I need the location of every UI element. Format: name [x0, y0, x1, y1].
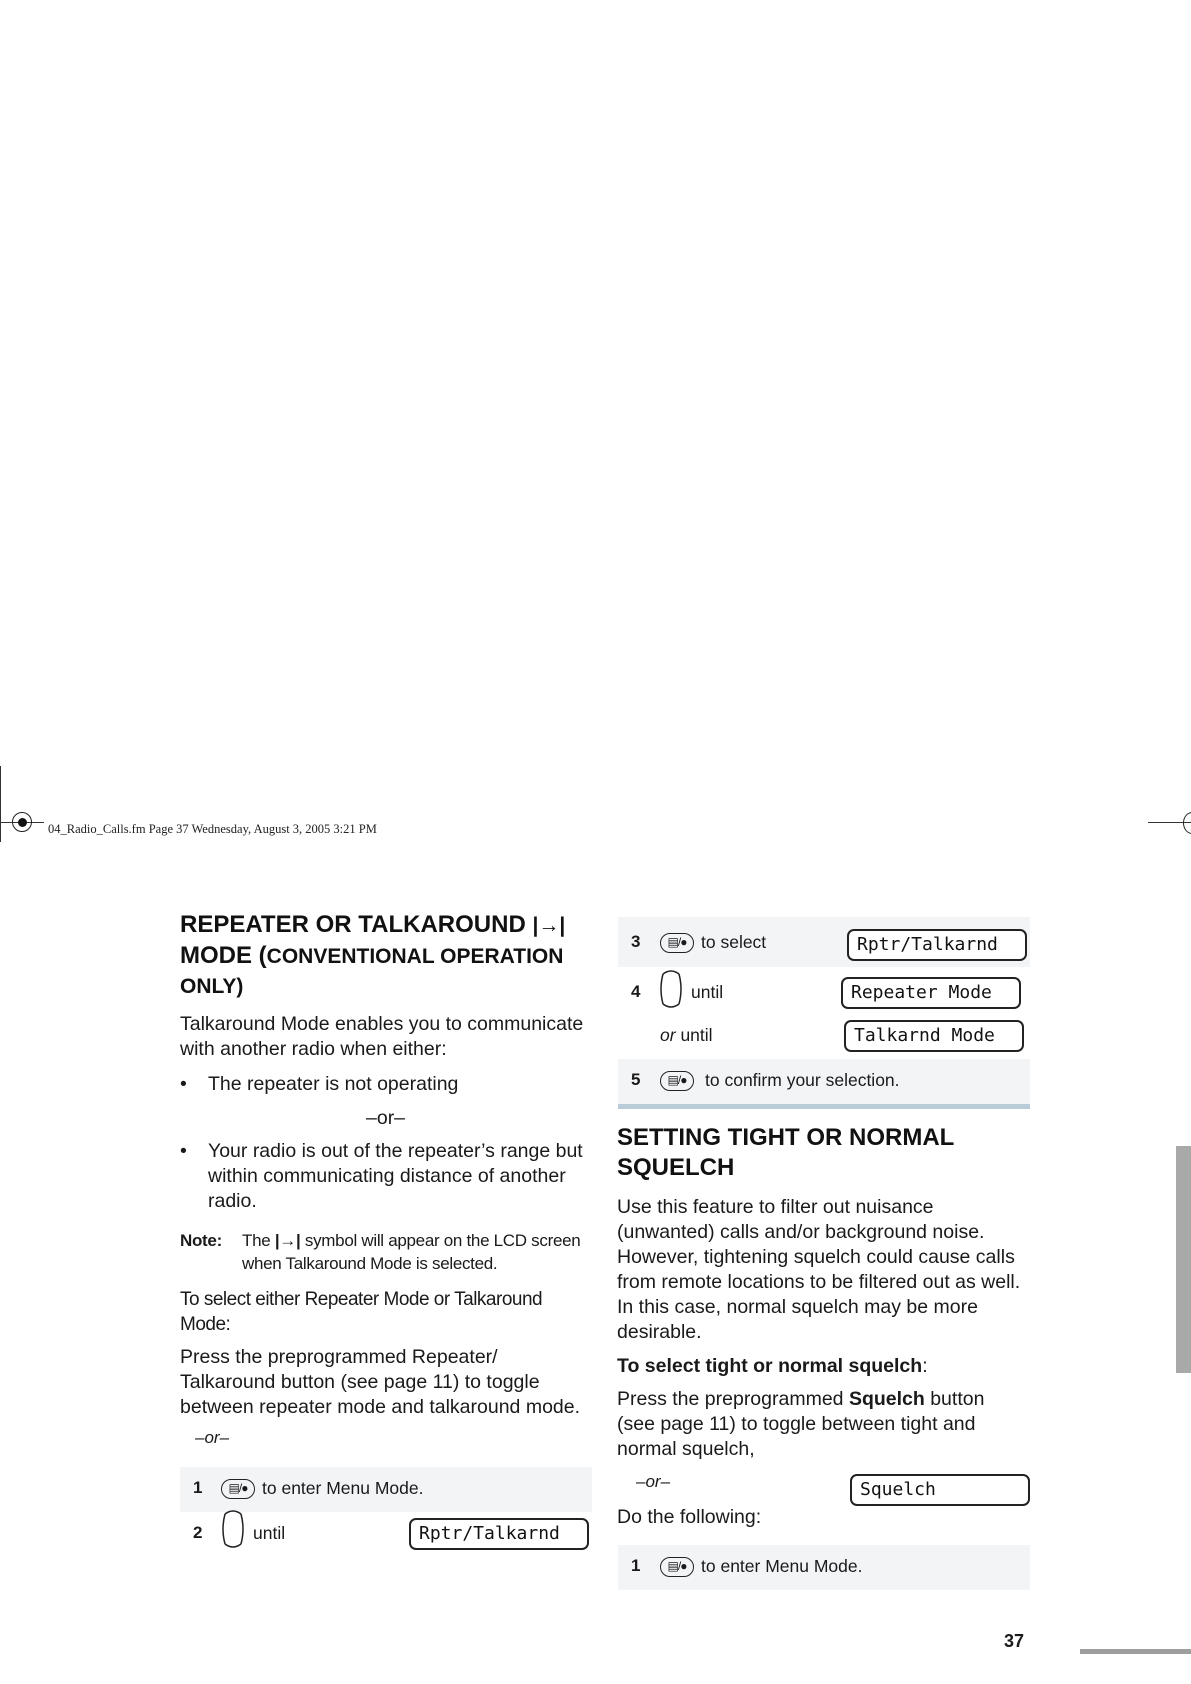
talkaround-icon: |→|: [532, 914, 566, 937]
intro-paragraph: Talkaround Mode enables you to communicate with another radio when either:: [180, 1013, 584, 1060]
or-separator: –or–: [366, 1107, 406, 1129]
lcd-display: Rptr/Talkarnd: [409, 1518, 589, 1550]
section-divider: [618, 1104, 1030, 1109]
do-following-text: Do the following:: [617, 1506, 762, 1528]
select-instruction: To select either Repeater Mode or Talkaround Mode:: [180, 1289, 543, 1335]
step-number: 2: [193, 1523, 203, 1542]
footer-bar: [1080, 1649, 1191, 1654]
note-block: Note: The |→| symbol will appear on the LCD screen when Talkaround Mode is selected.: [180, 1231, 581, 1273]
file-info-header: 04_Radio_Calls.fm Page 37 Wednesday, August 3, 2005 3:21 PM: [48, 822, 377, 836]
step-text: to enter Menu Mode.: [262, 1478, 424, 1498]
registration-dot: [18, 818, 27, 827]
section-heading-squelch: SETTING TIGHT OR NORMAL SQUELCH: [617, 1124, 955, 1181]
navigation-key-icon: [219, 1510, 247, 1548]
crop-mark-left-vertical: [0, 766, 1, 842]
menu-ok-button-icon: ▤/●: [660, 1071, 694, 1091]
menu-ok-button-icon: ▤/●: [660, 1557, 694, 1577]
section-heading-talkaround: REPEATER OR TALKAROUND |→| MODE (CONVENTIONAL OPERATION ONLY): [180, 911, 566, 998]
navigation-key-icon: [657, 970, 685, 1008]
or-separator: –or–: [636, 1472, 671, 1491]
step-number: 5: [631, 1070, 641, 1089]
menu-ok-button-icon: ▤/●: [221, 1479, 255, 1499]
squelch-select-instruction: To select tight or normal squelch:: [617, 1355, 928, 1377]
bullet-item: • Your radio is out of the repeater’s range but within communicating distance of another radio.: [180, 1140, 583, 1212]
chapter-side-tab: [1176, 1146, 1191, 1373]
step-text: until: [253, 1523, 286, 1543]
talkaround-icon: |→|: [274, 1231, 301, 1250]
step-text: to select: [701, 932, 767, 952]
menu-ok-button-icon: ▤/●: [660, 933, 694, 953]
step-text: to enter Menu Mode.: [701, 1556, 863, 1576]
step-number: 1: [631, 1556, 641, 1575]
or-separator: –or–: [195, 1428, 230, 1447]
press-paragraph: Press the preprogrammed Repeater/ Talkaround button (see page 11) to toggle between repeater mode and talkaround mode.: [180, 1346, 581, 1418]
lcd-display: Squelch: [850, 1474, 1030, 1506]
lcd-display: Rptr/Talkarnd: [847, 929, 1027, 961]
squelch-press-paragraph: Press the preprogrammed Squelch button (see page 11) to toggle between tight and normal squelch,: [617, 1388, 985, 1460]
step-number: 3: [631, 932, 641, 951]
step-alt-text: or until: [660, 1025, 713, 1045]
step-number: 1: [193, 1478, 203, 1497]
step-number: 4: [631, 982, 641, 1001]
lcd-display: Repeater Mode: [841, 977, 1021, 1009]
lcd-display: Talkarnd Mode: [844, 1020, 1024, 1052]
squelch-paragraph: Use this feature to filter out nuisance (unwanted) calls and/or background noise. However, tightening squelch could cause calls from remote locations to be filtered out as well. In this case, normal squelch may be more desirable.: [617, 1196, 1021, 1343]
step-text: to confirm your selection.: [705, 1070, 900, 1090]
step-text: until: [691, 982, 724, 1002]
registration-mark-right-icon: [1183, 812, 1191, 834]
page-number: 37: [1004, 1631, 1025, 1651]
